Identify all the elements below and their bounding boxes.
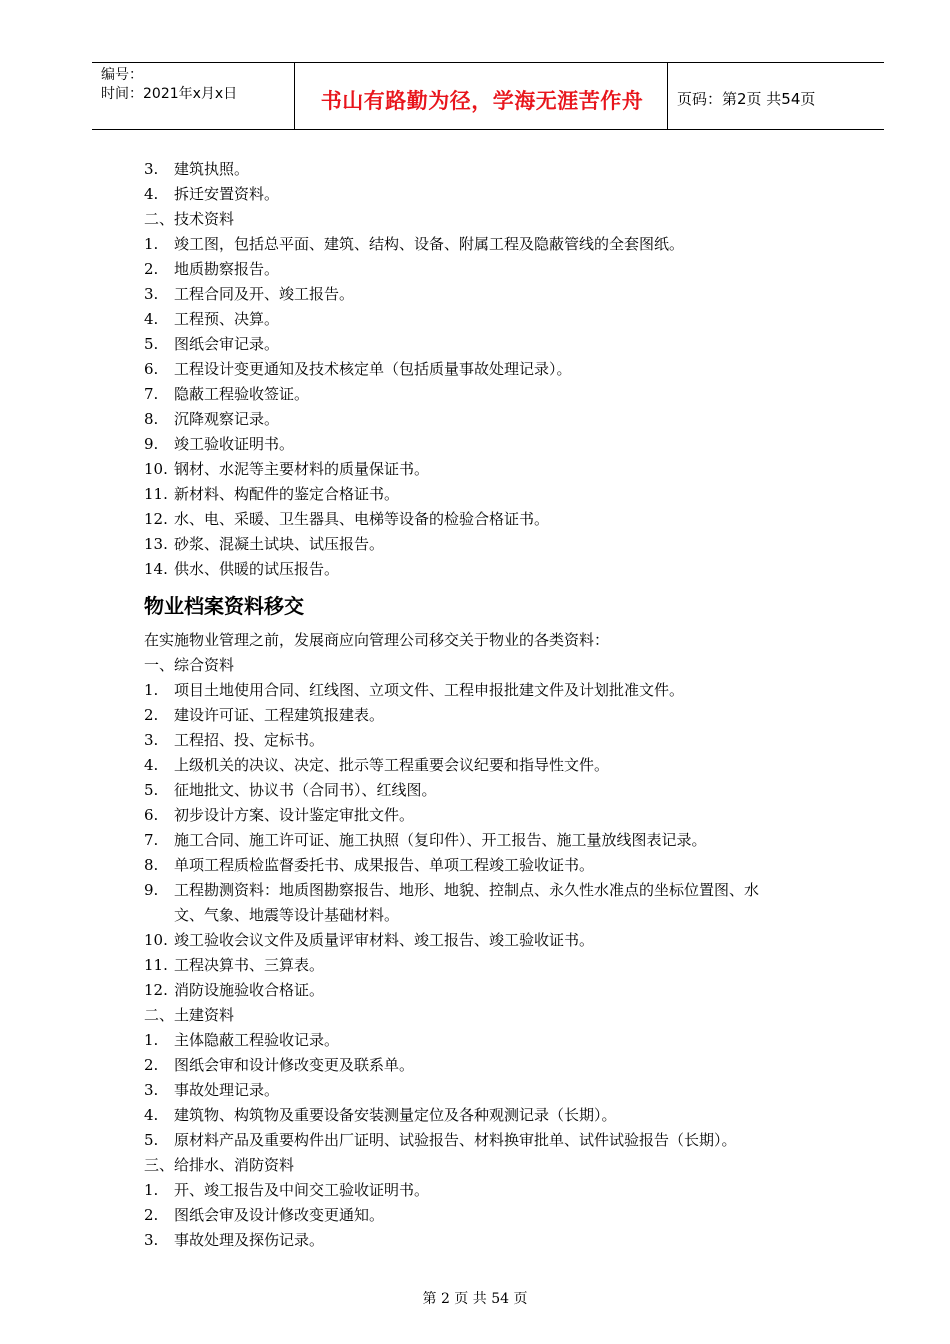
list-item-text: 建筑执照。 xyxy=(174,160,250,178)
list-item xyxy=(144,257,844,282)
list-item xyxy=(144,1128,844,1153)
list-item-text: 征地批文、协议书（合同书）、红线图。 xyxy=(174,781,437,799)
list-item xyxy=(144,432,844,457)
list-item-number: 6. xyxy=(144,360,159,378)
list-item-number: 7. xyxy=(144,385,159,403)
general-list xyxy=(144,678,844,1003)
water-heading: 三、给排水、消防资料 xyxy=(144,1156,295,1174)
list-item-number: 10. xyxy=(144,931,168,949)
list-item xyxy=(144,1078,844,1103)
list-item xyxy=(144,928,844,953)
list-item-text: 单项工程质检监督委托书、成果报告、单项工程竣工验收证书。 xyxy=(174,856,595,874)
list-item-number: 12. xyxy=(144,510,168,528)
list-item-number: 8. xyxy=(144,856,159,874)
list-item-continuation: 文、气象、地震等设计基础材料。 xyxy=(174,906,400,924)
list-item-number: 1. xyxy=(144,1181,159,1199)
list-item-number: 3. xyxy=(144,160,159,178)
list-item-number: 4. xyxy=(144,310,159,328)
list-item-number: 12. xyxy=(144,981,168,999)
list-item xyxy=(144,1103,844,1128)
list-item-number: 3. xyxy=(144,285,159,303)
header-divider-1 xyxy=(294,62,295,129)
list-item xyxy=(144,482,844,507)
header-page-label: 页码：第2页 共54页 xyxy=(677,90,816,108)
tech-list xyxy=(144,232,844,582)
list-item-text: 工程勘测资料：地质图勘察报告、地形、地貌、控制点、永久性水准点的坐标位置图、水 xyxy=(174,881,760,899)
list-item-text: 原材料产品及重要构件出厂证明、试验报告、材料换审批单、试件试验报告（长期）。 xyxy=(174,1131,737,1149)
list-item-text: 图纸会审和设计修改变更及联系单。 xyxy=(174,1056,415,1074)
list-item xyxy=(144,1228,844,1253)
list-item-number: 9. xyxy=(144,881,159,899)
list-item-text: 钢材、水泥等主要材料的质量保证书。 xyxy=(174,460,430,478)
list-item-number: 1. xyxy=(144,681,159,699)
list-item-number: 6. xyxy=(144,806,159,824)
list-item-text: 初步设计方案、设计鉴定审批文件。 xyxy=(174,806,415,824)
list-item-number: 9. xyxy=(144,435,159,453)
list-item xyxy=(144,232,844,257)
list-item xyxy=(144,1203,844,1228)
list-item-number: 8. xyxy=(144,410,159,428)
list-item-number: 5. xyxy=(144,1131,159,1149)
header-motto: 书山有路勤为径，学海无涯苦作舟 xyxy=(320,89,644,113)
list-item xyxy=(144,778,844,803)
list-item xyxy=(144,407,844,432)
list-item xyxy=(144,978,844,1003)
list-item xyxy=(144,728,844,753)
list-item-text: 竣工图，包括总平面、建筑、结构、设备、附属工程及隐蔽管线的全套图纸。 xyxy=(174,235,685,253)
intro-text: 在实施物业管理之前，发展商应向管理公司移交关于物业的各类资料： xyxy=(144,631,610,649)
list-item-number: 4. xyxy=(144,1106,159,1124)
list-item-text: 项目土地使用合同、红线图、立项文件、工程申报批建文件及计划批准文件。 xyxy=(174,681,685,699)
list-item-text: 工程合同及开、竣工报告。 xyxy=(174,285,355,303)
list-item xyxy=(144,307,844,332)
list-item-number: 11. xyxy=(144,485,168,503)
list-item-number: 5. xyxy=(144,335,159,353)
list-item-text: 地质勘察报告。 xyxy=(174,260,280,278)
list-item-text: 新材料、构配件的鉴定合格证书。 xyxy=(174,485,400,503)
list-item xyxy=(144,557,844,582)
list-item-text: 主体隐蔽工程验收记录。 xyxy=(174,1031,340,1049)
list-item xyxy=(144,282,844,307)
list-item-text: 竣工验收证明书。 xyxy=(174,435,295,453)
list-item xyxy=(144,678,844,703)
list-item-number: 13. xyxy=(144,535,168,553)
list-item-number: 1. xyxy=(144,235,159,253)
list-item-text: 工程预、决算。 xyxy=(174,310,280,328)
list-item-text: 消防设施验收合格证。 xyxy=(174,981,325,999)
page-footer: 第 2 页 共 54 页 xyxy=(422,1291,528,1307)
list-item xyxy=(144,853,844,878)
list-item xyxy=(144,1178,844,1203)
list-item-text: 施工合同、施工许可证、施工执照（复印件）、开工报告、施工量放线图表记录。 xyxy=(174,831,707,849)
list-item xyxy=(144,457,844,482)
list-item-text: 沉降观察记录。 xyxy=(174,410,280,428)
list-item xyxy=(144,1028,844,1053)
list-item xyxy=(144,828,844,853)
list-item-number: 2. xyxy=(144,1056,159,1074)
tech-heading: 二、技术资料 xyxy=(144,210,235,228)
list-item-number: 10. xyxy=(144,460,168,478)
list-item xyxy=(144,382,844,407)
list-item-text: 供水、供暖的试压报告。 xyxy=(174,560,340,578)
list-item-number: 2. xyxy=(144,1206,159,1224)
list-item xyxy=(144,532,844,557)
list-item-number: 3. xyxy=(144,1081,159,1099)
list-item-number: 11. xyxy=(144,956,168,974)
civil-list xyxy=(144,1028,844,1153)
list-item xyxy=(144,1053,844,1078)
list-item-number: 1. xyxy=(144,1031,159,1049)
serial-label: 编号： xyxy=(101,67,143,83)
header-meta xyxy=(101,66,237,104)
list-item xyxy=(144,332,844,357)
list-item-text: 水、电、采暖、卫生器具、电梯等设备的检验合格证书。 xyxy=(174,510,550,528)
list-item-number: 14. xyxy=(144,560,168,578)
header-top-rule xyxy=(92,62,884,63)
section-title: 物业档案资料移交 xyxy=(144,594,304,618)
list-item-text: 开、竣工报告及中间交工验收证明书。 xyxy=(174,1181,430,1199)
list-item-number: 5. xyxy=(144,781,159,799)
list-item-text: 上级机关的决议、决定、批示等工程重要会议纪要和指导性文件。 xyxy=(174,756,610,774)
list-item-text: 工程招、投、定标书。 xyxy=(174,731,325,749)
list-item-number: 4. xyxy=(144,185,159,203)
list-item xyxy=(144,953,844,978)
document-body xyxy=(144,157,844,1253)
time-label: 时间：2021年x月x日 xyxy=(101,86,238,102)
list-item-number: 2. xyxy=(144,706,159,724)
list-item-text: 工程设计变更通知及技术核定单（包括质量事故处理记录）。 xyxy=(174,360,572,378)
list-item-text: 竣工验收会议文件及质量评审材料、竣工报告、竣工验收证书。 xyxy=(174,931,595,949)
list-item xyxy=(144,703,844,728)
header-bottom-rule xyxy=(92,129,884,130)
list-item xyxy=(144,157,844,182)
list-item xyxy=(144,507,844,532)
list-item-text: 工程决算书、三算表。 xyxy=(174,956,325,974)
list-item xyxy=(144,803,844,828)
list-item-text: 事故处理记录。 xyxy=(174,1081,280,1099)
list-item-number: 4. xyxy=(144,756,159,774)
list-item-text: 图纸会审及设计修改变更通知。 xyxy=(174,1206,385,1224)
list-item-text: 建筑物、构筑物及重要设备安装测量定位及各种观测记录（长期）。 xyxy=(174,1106,617,1124)
list-item-number: 3. xyxy=(144,731,159,749)
list-item-number: 3. xyxy=(144,1231,159,1249)
list-item-text: 建设许可证、工程建筑报建表。 xyxy=(174,706,385,724)
list-block-1 xyxy=(144,157,844,207)
list-item-number: 2. xyxy=(144,260,159,278)
list-item-text: 隐蔽工程验收签证。 xyxy=(174,385,310,403)
water-list xyxy=(144,1178,844,1253)
general-heading: 一、综合资料 xyxy=(144,656,235,674)
list-item-text: 拆迁安置资料。 xyxy=(174,185,280,203)
list-item xyxy=(144,753,844,778)
list-item xyxy=(144,878,844,903)
list-item xyxy=(144,357,844,382)
list-item xyxy=(144,182,844,207)
list-item-text: 砂浆、混凝土试块、试压报告。 xyxy=(174,535,385,553)
list-item-text: 图纸会审记录。 xyxy=(174,335,280,353)
list-item-text: 事故处理及探伤记录。 xyxy=(174,1231,325,1249)
list-item-number: 7. xyxy=(144,831,159,849)
civil-heading: 二、土建资料 xyxy=(144,1006,235,1024)
